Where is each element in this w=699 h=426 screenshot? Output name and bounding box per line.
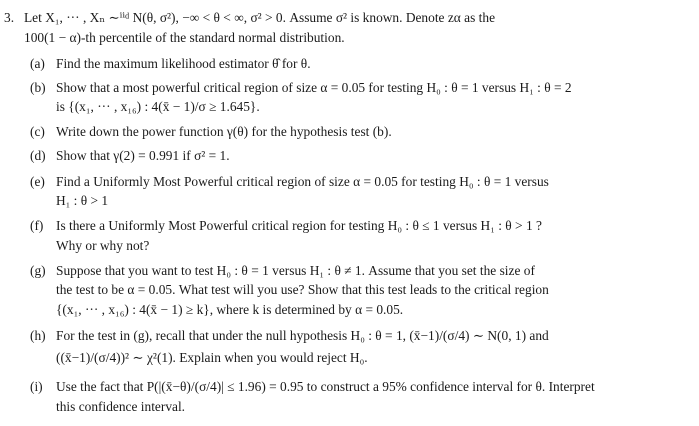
part-i-line-2: this confidence interval. (56, 399, 186, 414)
part-label-e: (e) (30, 174, 45, 189)
part-g-line-3: {(x₁, ··· , x₁₆) : 4(x̄ − 1) ≥ k}, where k is determined by α = 0.05. (56, 302, 404, 317)
part-g-line-1: Suppose that you want to test H₀ : θ = 1 versus H₁ : θ ≠ 1. Assume that you set the size of (56, 263, 535, 278)
part-a-line-1: Find the maximum likelihood estimator θ̂ for θ. (56, 56, 311, 71)
part-label-i: (i) (30, 379, 43, 394)
part-label-a: (a) (30, 56, 45, 71)
part-label-b: (b) (30, 80, 46, 95)
part-e-line-1: Find a Uniformly Most Powerful critical region of size α = 0.05 for testing H₀ : θ = 1 versus (56, 174, 549, 189)
part-d-line-1: Show that γ(2) = 0.991 if σ² = 1. (56, 148, 230, 163)
part-g-line-2: the test to be α = 0.05. What test will you use? Show that this test leads to the critical region (56, 282, 549, 297)
part-h-line-2: ((x̄−1)/(σ/4))² ∼ χ²(1). Explain when you would reject H₀. (56, 350, 368, 365)
problem-number: 3. (4, 10, 15, 25)
problem-intro-line-2: 100(1 − α)-th percentile of the standard normal distribution. (24, 30, 345, 45)
part-e-line-2: H₁ : θ > 1 (56, 193, 109, 208)
part-f-line-2: Why or why not? (56, 238, 150, 253)
problem-intro-line-1: Let X₁, ··· , Xₙ ∼ⁱⁱᵈ N(θ, σ²), −∞ < θ < ∞, σ² > 0. Assume σ² is known. Denote zα as the (24, 10, 496, 25)
part-c-line-1: Write down the power function γ(θ) for the hypothesis test (b). (56, 124, 392, 139)
part-label-d: (d) (30, 148, 46, 163)
part-b-line-2: is {(x₁, ··· , x₁₆) : 4(x̄ − 1)/σ ≥ 1.645}. (56, 99, 260, 114)
part-label-g: (g) (30, 263, 46, 278)
part-h-line-1: For the test in (g), recall that under the null hypothesis H₀ : θ = 1, (x̄−1)/(σ/4) ∼ N(0, 1) and (56, 328, 549, 343)
part-label-f: (f) (30, 218, 44, 233)
part-b-line-1: Show that a most powerful critical region of size α = 0.05 for testing H₀ : θ = 1 versus H₁ : θ = 2 (56, 80, 572, 95)
part-i-line-1: Use the fact that P(|(x̄−θ)/(σ/4)| ≤ 1.96) = 0.95 to construct a 95% confidence interval for θ. Interpret (56, 379, 595, 394)
part-label-c: (c) (30, 124, 45, 139)
part-label-h: (h) (30, 328, 46, 343)
part-f-line-1: Is there a Uniformly Most Powerful critical region for testing H₀ : θ ≤ 1 versus H₁ : θ > 1 ? (56, 218, 542, 233)
